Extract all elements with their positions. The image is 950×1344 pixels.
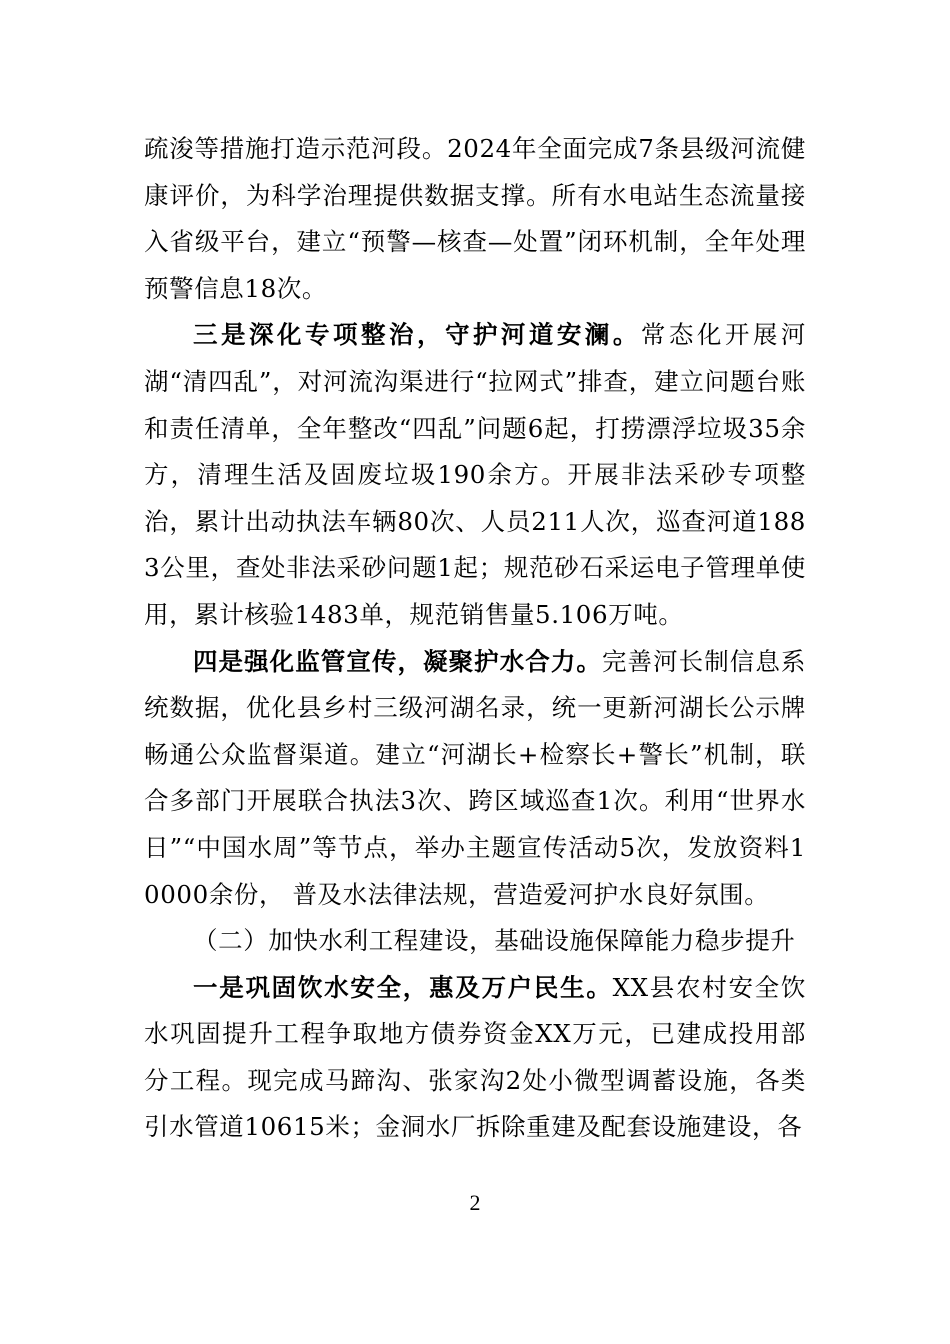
paragraph-text: 完善河长制信息系统数据，优化县乡村三级河湖名录，统一更新河湖长公示牌畅通公众监督渠道。建立“河湖长+检察长+警长”机制，联合多部门开展联合执法3次、跨区域巡查1次。利用“世界水日”“中国水周”等节点，举办主题宣传活动5次，发放资料10000余份， 普及水法律法规，营造爱河护水良好氛围。 bbox=[144, 646, 806, 909]
paragraph-supervision-publicity bbox=[144, 639, 806, 919]
paragraph-continuation bbox=[144, 126, 806, 312]
paragraph-text: XX县农村安全饮水巩固提升工程争取地方债券资金XX万元，已建成投用部分工程。现完成马蹄沟、张家沟2处小微型调蓄设施，各类引水管道10615米；金洞水厂拆除重建及配套设施建设，各 bbox=[144, 972, 806, 1142]
paragraph-text: 常态化开展河湖“清四乱”，对河流沟渠进行“拉网式”排查，建立问题台账和责任清单，全年整改“四乱”问题6起，打捞漂浮垃圾35余方，清理生活及固废垃圾190余方。开展非法采砂专项整治，累计出动执法车辆80次、人员211人次，巡查河道1883公里，查处非法采砂问题1起；规范砂石采运电子管理单使用，累计核验1483单，规范销售量5.106万吨。 bbox=[144, 320, 806, 629]
paragraph-drinking-water bbox=[144, 965, 806, 1151]
paragraph-lead-heading: 四是强化监管宣传，凝聚护水合力。 bbox=[193, 646, 602, 676]
paragraph-special-rectification bbox=[144, 312, 806, 638]
paragraph-text: 疏浚等措施打造示范河段。2024年全面完成7条县级河流健康评价，为科学治理提供数据支撑。所有水电站生态流量接入省级平台，建立“预警—核查—处置”闭环机制，全年处理预警信息18次。 bbox=[144, 134, 806, 303]
document-body bbox=[144, 126, 806, 1151]
section-heading: （二）加快水利工程建设，基础设施保障能力稳步提升 bbox=[193, 926, 796, 956]
paragraph-lead-heading: 一是巩固饮水安全，惠及万户民生。 bbox=[193, 972, 613, 1002]
page-number: 2 bbox=[469, 1190, 481, 1215]
paragraph-lead-heading: 三是深化专项整治，守护河道安澜。 bbox=[193, 320, 641, 350]
